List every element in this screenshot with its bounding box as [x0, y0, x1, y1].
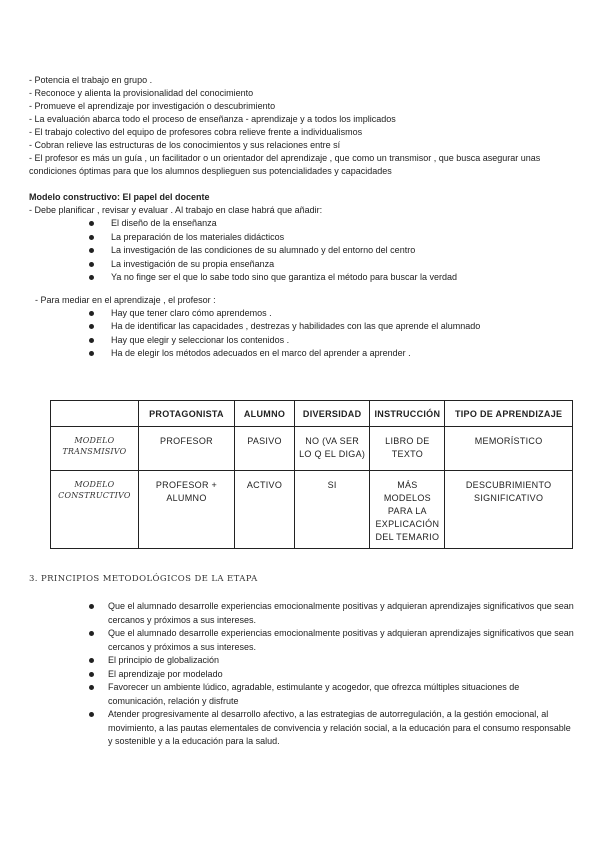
principles-list: [29, 600, 577, 749]
intro-line: - Potencia el trabajo en grupo .: [29, 75, 153, 85]
list-item: Que el alumnado desarrolle experiencias emocionalmente positivas y adquieran aprendizajes significativos que sean cercanos y próximos a sus intereses.: [29, 627, 577, 654]
intro-line: - La evaluación abarca todo el proceso de enseñanza - aprendizaje y a todos los implicados: [29, 114, 396, 124]
intro-line: - Cobran relieve las estructuras de los conocimientos y sus relaciones entre sí: [29, 140, 341, 150]
list-item: Hay que tener claro cómo aprendemos .: [29, 307, 577, 321]
table-header-row: [51, 401, 573, 427]
models-table: [50, 400, 573, 549]
list-item: Ha de elegir los métodos adecuados en el marco del aprender a aprender .: [29, 347, 577, 361]
table-header: DIVERSIDAD: [294, 401, 370, 427]
table-cell: ACTIVO: [235, 471, 295, 549]
plan-list: [29, 217, 577, 285]
intro-line: - El profesor es más un guía , un facilitador o un orientador del aprendizaje , que como un transmisor , que busca asegurar unas condiciones óptimas para que los alumnos desplieguen sus potencialidades y capacidades: [29, 153, 541, 176]
list-item: La investigación de las condiciones de su alumnado y del entorno del centro: [29, 244, 577, 258]
model-heading: Modelo constructivo: El papel del docente: [29, 192, 210, 202]
list-item: El principio de globalización: [29, 654, 577, 668]
document-body: [29, 74, 577, 361]
list-item: El diseño de la enseñanza: [29, 217, 577, 231]
list-item: El aprendizaje por modelado: [29, 668, 577, 682]
section-title: 3. PRINCIPIOS METODOLÓGICOS DE LA ETAPA: [29, 574, 258, 584]
list-item: Atender progresivamente al desarrollo afectivo, a las estrategias de autorregulación, a la gestión emocional, al movimiento, a las pautas elementales de convivencia y relación social, a la educación para el consumo responsable y sostenible y a la educación para la salud.: [29, 708, 577, 749]
intro-list: [29, 74, 577, 178]
table-header: INSTRUCCIÓN: [370, 401, 445, 427]
table-cell: NO (VA SER LO Q EL DIGA): [294, 427, 370, 471]
plan-intro: - Debe planificar , revisar y evaluar . Al trabajo en clase habrá que añadir:: [29, 205, 323, 215]
table-row: [51, 471, 573, 549]
list-item: Que el alumnado desarrolle experiencias emocionalmente positivas y adquieran aprendizajes significativos que sean cercanos y próximos a sus intereses.: [29, 600, 577, 627]
table-cell: SI: [294, 471, 370, 549]
list-item: La preparación de los materiales didácticos: [29, 231, 577, 245]
table-cell: PASIVO: [235, 427, 295, 471]
table-header: PROTAGONISTA: [138, 401, 234, 427]
list-item: La investigación de su propia enseñanza: [29, 258, 577, 272]
intro-line: - Reconoce y alienta la provisionalidad del conocimiento: [29, 88, 254, 98]
table-header: [51, 401, 139, 427]
table-cell: MÁS MODELOS PARA LA EXPLICACIÓN DEL TEMARIO: [370, 471, 445, 549]
mediate-list: [29, 307, 577, 361]
table-cell: MEMORÍSTICO: [445, 427, 573, 471]
table-row: [51, 427, 573, 471]
list-item: Favorecer un ambiente lúdico, agradable, estimulante y acogedor, que ofrezca múltiples situaciones de comunicación, relación y disfrute: [29, 681, 577, 708]
intro-line: - El trabajo colectivo del equipo de profesores cobra relieve frente a individualismos: [29, 127, 363, 137]
table-header: TIPO DE APRENDIZAJE: [445, 401, 573, 427]
table-header: ALUMNO: [235, 401, 295, 427]
row-label: MODELO CONSTRUCTIVO: [51, 471, 139, 549]
table-cell: DESCUBRIMIENTO SIGNIFICATIVO: [445, 471, 573, 549]
list-item: Hay que elegir y seleccionar los contenidos .: [29, 334, 577, 348]
list-item: Ha de identificar las capacidades , destrezas y habilidades con las que aprende el alumnado: [29, 320, 577, 334]
list-item: Ya no finge ser el que lo sabe todo sino que garantiza el método para buscar la verdad: [29, 271, 577, 285]
table-cell: PROFESOR + ALUMNO: [138, 471, 234, 549]
table-cell: LIBRO DE TEXTO: [370, 427, 445, 471]
table-cell: PROFESOR: [138, 427, 234, 471]
mediate-intro: - Para mediar en el aprendizaje , el profesor :: [35, 294, 216, 305]
row-label: MODELO TRANSMISIVO: [51, 427, 139, 471]
intro-line: - Promueve el aprendizaje por investigación o descubrimiento: [29, 101, 276, 111]
